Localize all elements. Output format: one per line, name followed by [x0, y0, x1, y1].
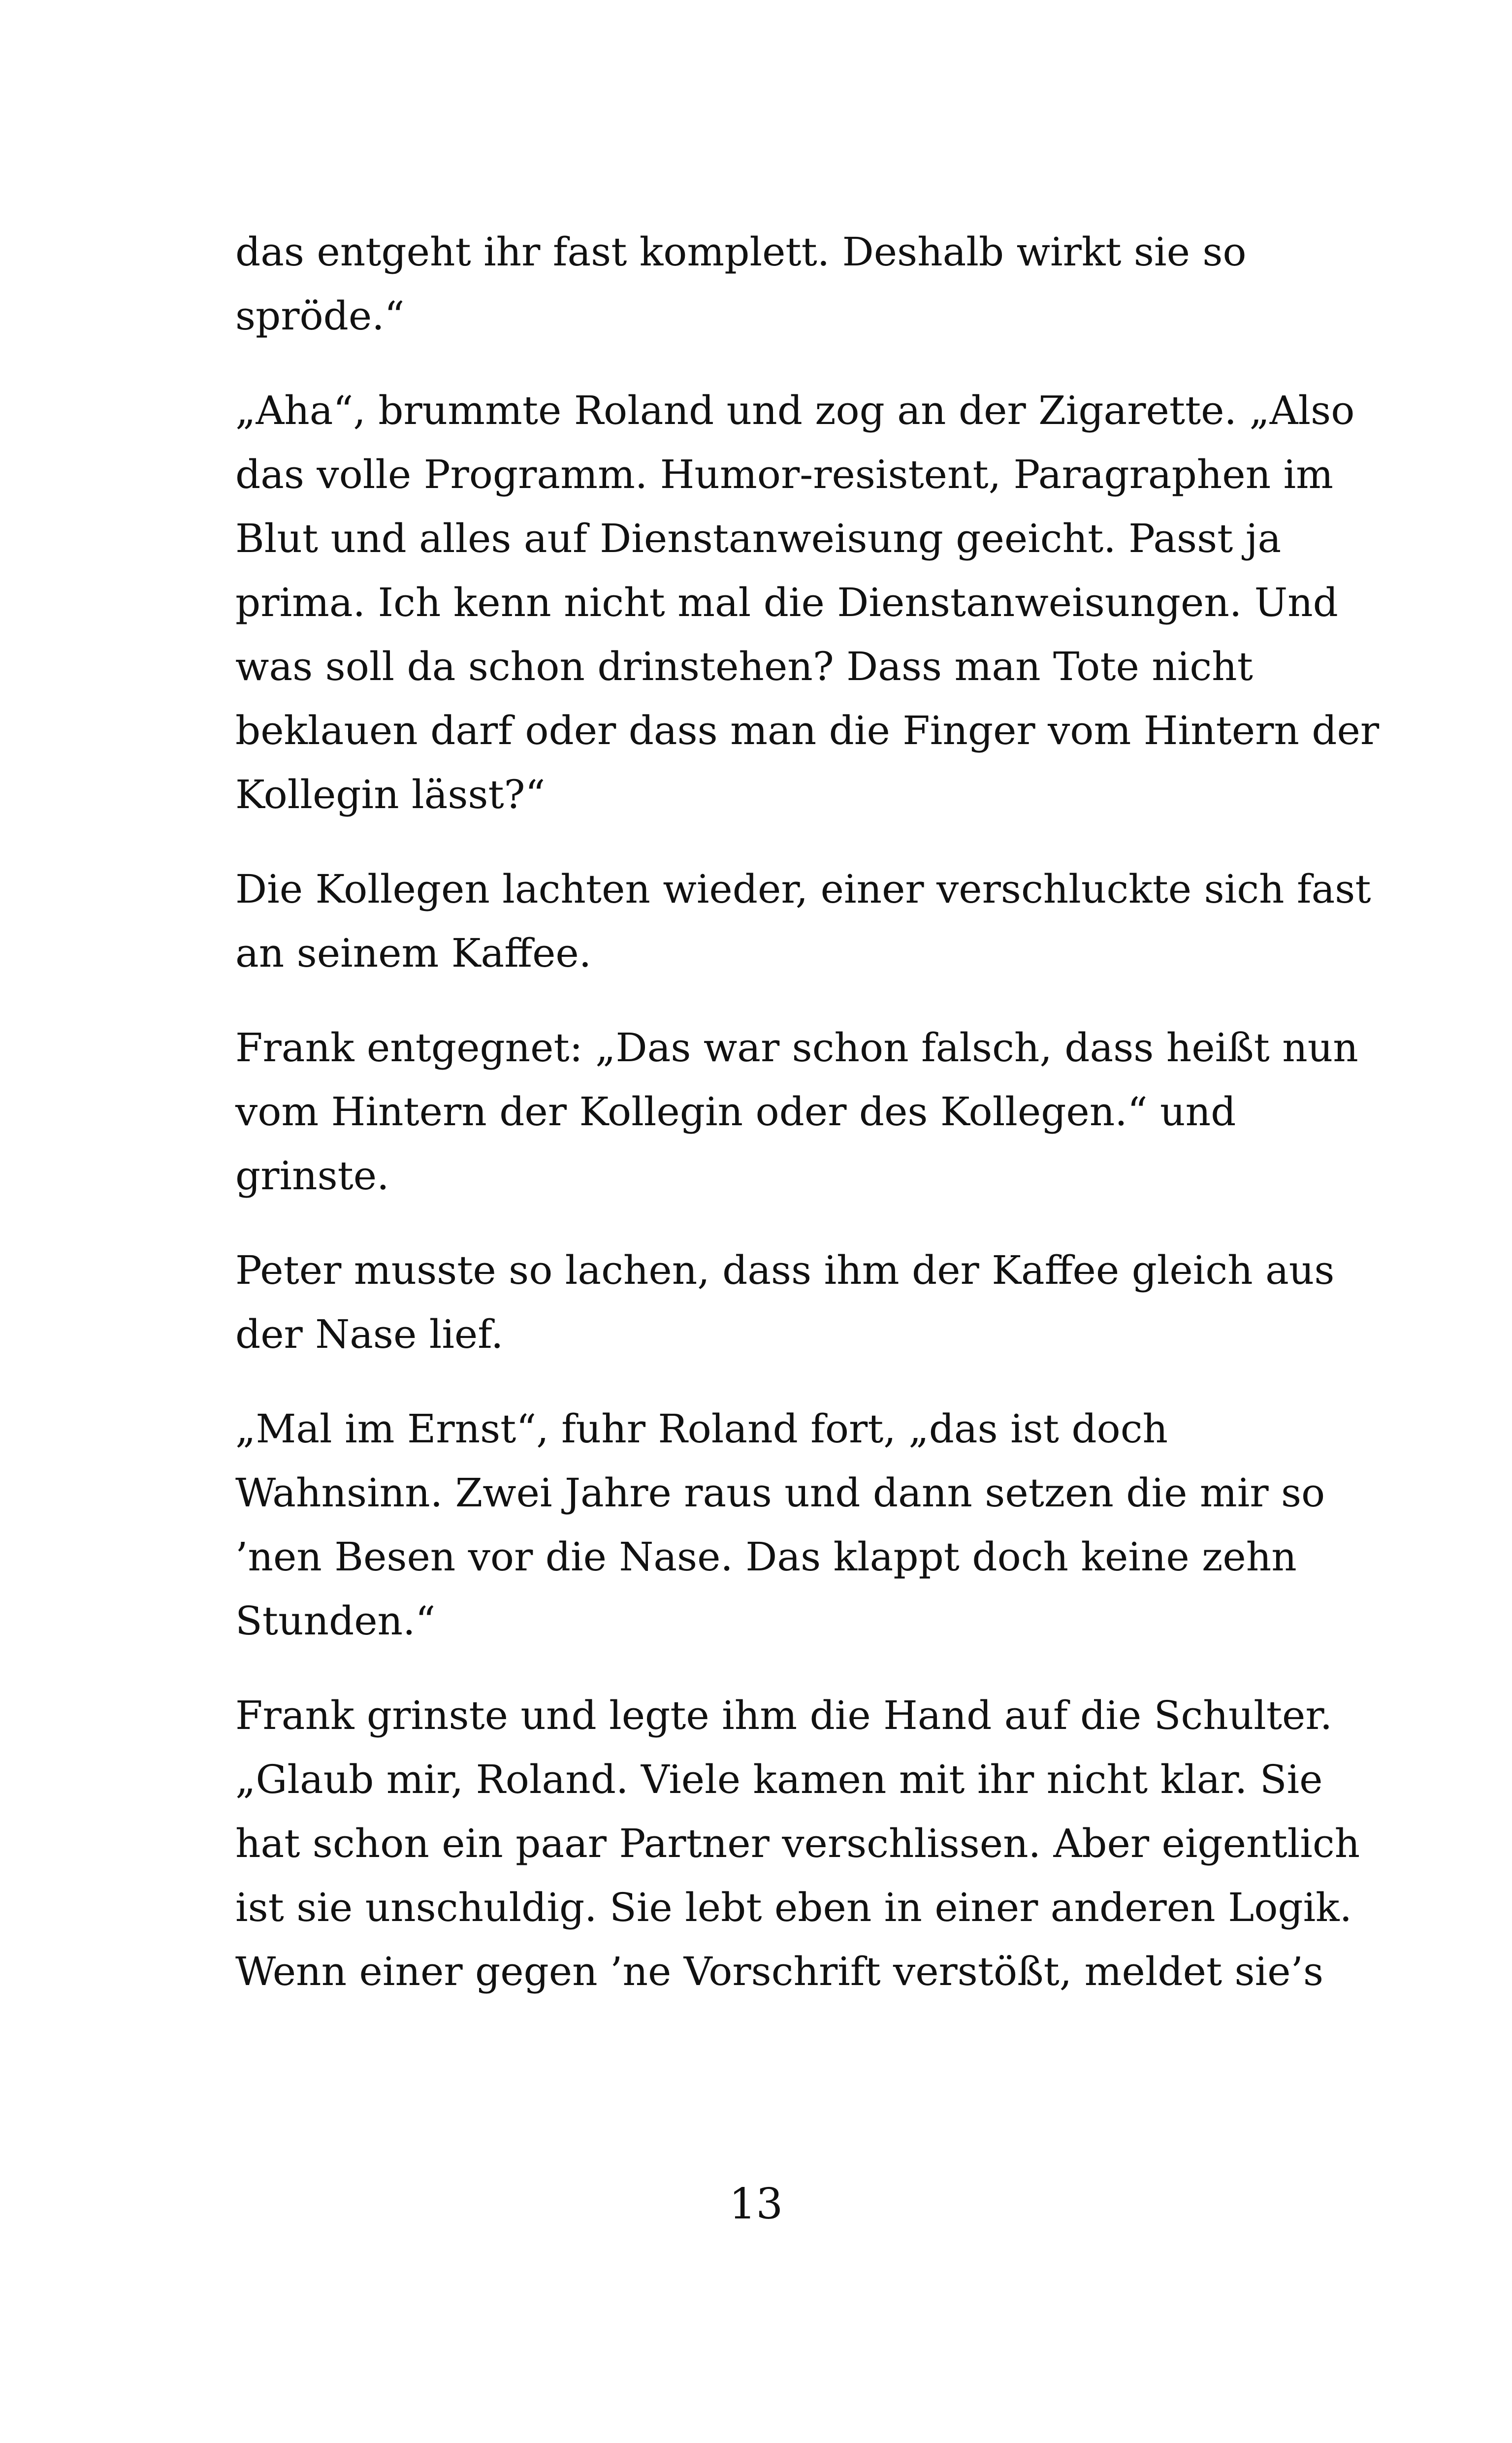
text-line: an seinem Kaffee. [235, 930, 592, 976]
text-line: prima. Ich kenn nicht mal die Dienstanweisungen. Und [235, 580, 1338, 625]
text-line: Blut und alles auf Dienstanweisung geeicht. Passt ja [235, 516, 1282, 561]
text-line: Frank entgegnet: „Das war schon falsch, dass heißt nun [235, 1025, 1358, 1071]
text-line: hat schon ein paar Partner verschlissen. Aber eigentlich [235, 1821, 1360, 1866]
text-line: Peter musste so lachen, dass ihm der Kaffee gleich aus [235, 1247, 1335, 1293]
text-line: „Aha“, brummte Roland und zog an der Zigarette. „Also [235, 388, 1355, 433]
text-line: Stunden.“ [235, 1598, 436, 1644]
text-line: das entgeht ihr fast komplett. Deshalb wirkt sie so [235, 229, 1247, 275]
text-line: grinste. [235, 1153, 389, 1199]
text-line: „Mal im Ernst“, fuhr Roland fort, „das ist doch [235, 1406, 1168, 1452]
page-number: 13 [729, 2180, 783, 2229]
text-line: das volle Programm. Humor-resistent, Paragraphen im [235, 452, 1334, 497]
text-line: Frank grinste und legte ihm die Hand auf die Schulter. [235, 1693, 1333, 1738]
text-line: was soll da schon drinstehen? Dass man Tote nicht [235, 644, 1253, 689]
text-line: vom Hintern der Kollegin oder des Kollegen.“ und [235, 1089, 1236, 1135]
text-line: Die Kollegen lachten wieder, einer verschluckte sich fast [235, 866, 1371, 912]
text-line: ist sie unschuldig. Sie lebt eben in einer anderen Logik. [235, 1885, 1352, 1930]
text-line: spröde.“ [235, 293, 405, 339]
text-line: der Nase lief. [235, 1311, 504, 1357]
text-line: Wahnsinn. Zwei Jahre raus und dann setzen die mir so [235, 1470, 1325, 1516]
text-line: beklauen darf oder dass man die Finger vom Hintern der [235, 708, 1380, 753]
text-line: Wenn einer gegen ’ne Vorschrift verstößt, meldet sie’s [235, 1949, 1323, 1994]
text-line: Kollegin lässt?“ [235, 772, 546, 817]
text-line: „Glaub mir, Roland. Viele kamen mit ihr nicht klar. Sie [235, 1757, 1323, 1802]
text-line: ’nen Besen vor die Nase. Das klappt doch keine zehn [235, 1534, 1297, 1580]
